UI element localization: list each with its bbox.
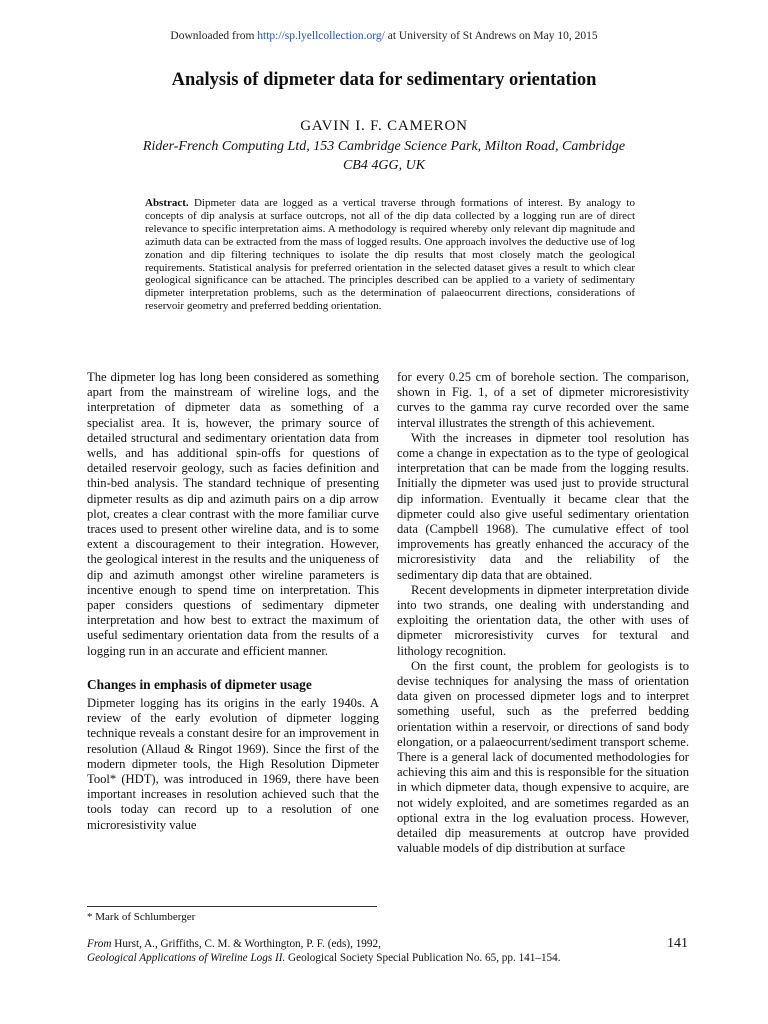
section-heading: Changes in emphasis of dipmeter usage bbox=[87, 676, 312, 692]
abstract-label: Abstract. bbox=[145, 197, 189, 209]
download-prefix: Downloaded from bbox=[170, 30, 258, 42]
continuation-paragraph: for every 0.25 cm of borehole section. The comparison, shown in Fig. 1, of a set of dipmeter microresistivity curves to the gamma ray curve recorded over the same interval illustrates the strength of this achievement. bbox=[397, 370, 689, 430]
download-suffix: at University of St Andrews on May 10, 2015 bbox=[384, 30, 598, 42]
citation-book: Geological Applications of Wireline Logs II. bbox=[87, 951, 286, 964]
author-name: GAVIN I. F. CAMERON bbox=[300, 118, 468, 134]
page-number: 141 bbox=[667, 936, 688, 951]
resolution-paragraph: With the increases in dipmeter tool resolution has come a change in expectation as to the type of geological interpretation that can be made from the logging results. Initially the dipmeter was used just to provide structural dip information. Eventually it became clear that the dipmeter could also give useful sedimentary orientation data (Campbell 1968). The cumulative effect of tool improvements has greatly enhanced the accuracy of the microresistivity data and the reliability of the sedimentary dip data that are obtained. bbox=[397, 430, 689, 582]
footnote: * Mark of Schlumberger bbox=[87, 911, 196, 923]
affiliation-line-1: Rider-French Computing Ltd, 153 Cambridge Science Park, Milton Road, Cambridge bbox=[142, 139, 626, 154]
developments-paragraph: Recent developments in dipmeter interpretation divide into two strands, one dealing with understanding and exploiting the orientation data, the other with uses of dipmeter microresistivity curves for textural and lithology recognition. bbox=[397, 582, 689, 658]
citation-line-1 bbox=[87, 938, 687, 952]
first-count-paragraph: On the first count, the problem for geologists is to devise techniques for analysing the mass of orientation data given on processed dipmeter logs and to interpret something useful, such as the preferred bedding orientation within a reservoir, or directions of sand body elongation, or a palaeocurrent/sediment transport scheme. There is a general lack of documented methodologies for achieving this aim and this is responsible for the situation in which dipmeter data, though expensive to acquire, are not widely exploited, and are sometimes regarded as an optional extra in the log evaluation process. However, detailed dip measurements at outcrop have provided valuable models of dip distribution at surface bbox=[397, 658, 689, 856]
abstract bbox=[145, 197, 635, 313]
abstract-text: Dipmeter data are logged as a vertical traverse through formations of interest. By analogy to concepts of dip analysis at surface outcrops, not all of the dip data collected by a logging run are of direct relevance to specific interpretation aims. A methodology is required whereby only relevant dip magnitude and azimuth data can be extracted from the mass of logged results. One approach involves the deductive use of log zonation and dip filtering techniques to isolate the dip results that most closely match the geological requirements. Statistical analysis for preferred orientation in the selected dataset gives a result to which clear geological significance can be attached. The principles described can be applied to a variety of sedimentary dipmeter interpretation problems, such as the determination of palaeocurrent directions, considerations of reservoir geometry and preferred bedding orientation. bbox=[145, 197, 635, 313]
left-column bbox=[87, 370, 379, 833]
citation bbox=[87, 938, 687, 965]
citation-line-2 bbox=[87, 952, 687, 966]
download-notice bbox=[0, 30, 768, 42]
footnote-divider bbox=[87, 906, 377, 907]
right-column bbox=[397, 370, 689, 857]
intro-paragraph: The dipmeter log has long been considered as something apart from the mainstream of wireline logs, and the interpretation of dipmeter data as something of a specialist area. It is, however, the primary source of detailed structural and sedimentary orientation data from wells, and has additional spin-offs for questions of detailed reservoir geology, such as facies definition and thin-bed analysis. The standard technique of presenting dipmeter results as dip and azimuth pairs on a dip arrow plot, creates a clear contrast with the more familiar curve traces used to present other wireline data, and is to some extent a discouragement to their integration. However, the geological interest in the results and the uniqueness of dip and azimuth amongst other wireline parameters is incentive enough to spend time on interpretation. This paper considers questions of sedimentary dipmeter interpretation and how best to extract the maximum of useful sedimentary orientation data from the results of a logging run in an accurate and efficient manner. bbox=[87, 370, 379, 658]
download-link[interactable]: http://sp.lyellcollection.org/ bbox=[257, 30, 385, 42]
affiliation-line-2: CB4 4GG, UK bbox=[342, 158, 426, 173]
history-paragraph: Dipmeter logging has its origins in the early 1940s. A review of the early evolution of dipmeter logging technique reveals a constant desire for an improvement in resolution (Allaud & Ringot 1969). Since the first of the modern dipmeter tools, the High Resolution Dipmeter Tool* (HDT), was introduced in 1969, there have been important increases in resolution achieved such that the tools today can record up to a resolution of one microresistivity value bbox=[87, 696, 379, 832]
citation-from: From bbox=[87, 938, 112, 950]
author-affiliation bbox=[80, 137, 688, 175]
citation-series: Geological Society Special Publication No. 65, pp. 141–154. bbox=[285, 951, 561, 964]
citation-authors: Hurst, A., Griffiths, C. M. & Worthington, P. F. (eds), 1992, bbox=[111, 938, 381, 950]
paper-title: Analysis of dipmeter data for sedimentary orientation bbox=[171, 70, 597, 90]
